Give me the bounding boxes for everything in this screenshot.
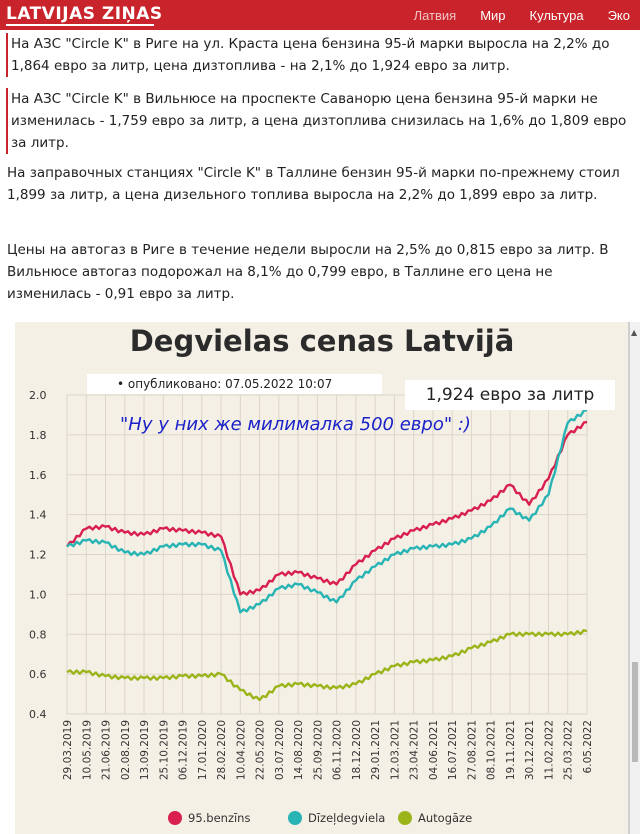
main-nav bbox=[414, 0, 640, 30]
x-tick-label: 29.01.2021 bbox=[370, 720, 383, 781]
article-paragraph-riga: На АЗС "Circle K" в Риге на ул. Краста цена бензина 95-й марки выросла на 2,2% до 1,864 евро за литр, цена дизтоплива - на 2,1% до 1,924 евро за литр. bbox=[6, 33, 632, 77]
x-tick-label: 04.06.2021 bbox=[427, 720, 440, 781]
nav-item-eco[interactable]: Эко bbox=[607, 7, 630, 23]
x-tick-label: 17.01.2020 bbox=[196, 720, 209, 781]
quote-annotation: "Ну у них же милималка 500 евро" :) bbox=[120, 414, 471, 435]
legend-item-diesel bbox=[288, 811, 385, 825]
legend-label: Autogāze bbox=[418, 811, 473, 825]
x-tick-label: 12.03.2021 bbox=[389, 720, 402, 781]
x-tick-label: 25.03.2022 bbox=[562, 720, 575, 781]
chart-title: Degvielas cenas Latvijā bbox=[129, 324, 515, 358]
x-tick-label: 25.10.2019 bbox=[158, 720, 171, 781]
x-tick-label: 11.02.2022 bbox=[543, 720, 556, 781]
nav-item-world[interactable]: Мир bbox=[480, 7, 506, 23]
y-tick-label: 1.2 bbox=[29, 548, 47, 562]
y-tick-label: 0.6 bbox=[29, 668, 47, 682]
x-tick-label: 19.11.2021 bbox=[504, 720, 517, 781]
x-tick-label: 10.05.2019 bbox=[81, 720, 94, 781]
y-tick-label: 0.8 bbox=[29, 628, 47, 642]
x-tick-label: 28.02.2020 bbox=[216, 720, 229, 781]
x-tick-label: 08.10.2021 bbox=[485, 720, 498, 781]
legend-label: Dīzeļdegviela bbox=[308, 811, 386, 825]
x-tick-label: 06.12.2019 bbox=[177, 720, 190, 781]
chart-legend bbox=[168, 811, 472, 825]
x-tick-label: 02.08.2019 bbox=[119, 720, 132, 781]
x-tick-label: 21.06.2019 bbox=[100, 720, 113, 781]
y-tick-label: 1.4 bbox=[29, 508, 47, 522]
x-tick-label: 03.07.2020 bbox=[273, 720, 286, 781]
x-tick-label: 18.12.2020 bbox=[350, 720, 363, 781]
y-axis-ticks bbox=[29, 389, 47, 721]
top-bar bbox=[0, 0, 640, 30]
legend-item-autogas bbox=[398, 811, 472, 825]
y-tick-label: 0.4 bbox=[29, 708, 47, 721]
site-logo[interactable]: LATVIJAS ZIŅAS bbox=[6, 4, 163, 24]
x-tick-label: 27.08.2021 bbox=[466, 720, 479, 781]
published-date-note: • опубликовано: 07.05.2022 10:07 bbox=[87, 374, 382, 394]
article-paragraph-vilnius: На АЗС "Circle K" в Вильнюсе на проспекте Саванорю цена бензина 95-й марки не изменилась - 1,759 евро за литр, а цена дизтоплива снизилась на 1,6% до 1,809 евро за литр. bbox=[6, 88, 632, 154]
fuel-price-chart-image bbox=[15, 322, 629, 834]
x-axis-ticks bbox=[62, 720, 594, 780]
y-tick-label: 1.8 bbox=[29, 428, 47, 442]
x-tick-label: 10.04.2020 bbox=[235, 720, 248, 781]
x-tick-label: 6.05.2022 bbox=[582, 720, 594, 774]
legend-item-gasoline bbox=[168, 811, 250, 825]
legend-label: 95.benzīns bbox=[188, 811, 251, 825]
nav-item-culture[interactable]: Культура bbox=[529, 7, 584, 23]
x-tick-label: 29.03.2019 bbox=[62, 720, 74, 781]
x-tick-label: 16.07.2021 bbox=[447, 720, 460, 781]
article-paragraph-tallinn: На заправочных станциях "Circle K" в Таллине бензин 95-й марки по-прежнему стоил 1,899 за литр, а цена дизельного топлива выросла на 2,2% до 1,899 евро за литр. bbox=[7, 165, 620, 203]
nav-item-latvia[interactable]: Латвия bbox=[413, 7, 457, 23]
x-tick-label: 23.04.2021 bbox=[408, 720, 421, 781]
y-tick-label: 1.0 bbox=[29, 588, 47, 602]
x-tick-label: 14.08.2020 bbox=[293, 720, 306, 781]
legend-marker bbox=[398, 811, 412, 825]
x-tick-label: 30.12.2021 bbox=[524, 720, 537, 781]
legend-marker bbox=[168, 811, 182, 825]
x-tick-label: 13.09.2019 bbox=[139, 720, 152, 781]
article-paragraph-autogas: Цены на автогаз в Риге в течение недели выросли на 2,5% до 0,815 евро за литр. В Вильнюсе автогаз подорожал на 8,1% до 0,799 евро, в Таллине его цена не изменилась - 0,91 евро за литр. bbox=[7, 242, 609, 302]
y-tick-label: 2.0 bbox=[29, 389, 47, 402]
price-note: 1,924 евро за литр bbox=[405, 380, 615, 410]
x-tick-label: 25.09.2020 bbox=[312, 720, 325, 781]
y-tick-label: 1.6 bbox=[29, 468, 47, 482]
x-tick-label: 22.05.2020 bbox=[254, 720, 267, 781]
x-tick-label: 06.11.2020 bbox=[331, 720, 344, 781]
logo-underline bbox=[6, 24, 154, 26]
scrollbar-thumb[interactable] bbox=[632, 662, 638, 762]
legend-marker bbox=[288, 811, 302, 825]
scroll-up-icon[interactable]: ▲ bbox=[631, 328, 638, 337]
